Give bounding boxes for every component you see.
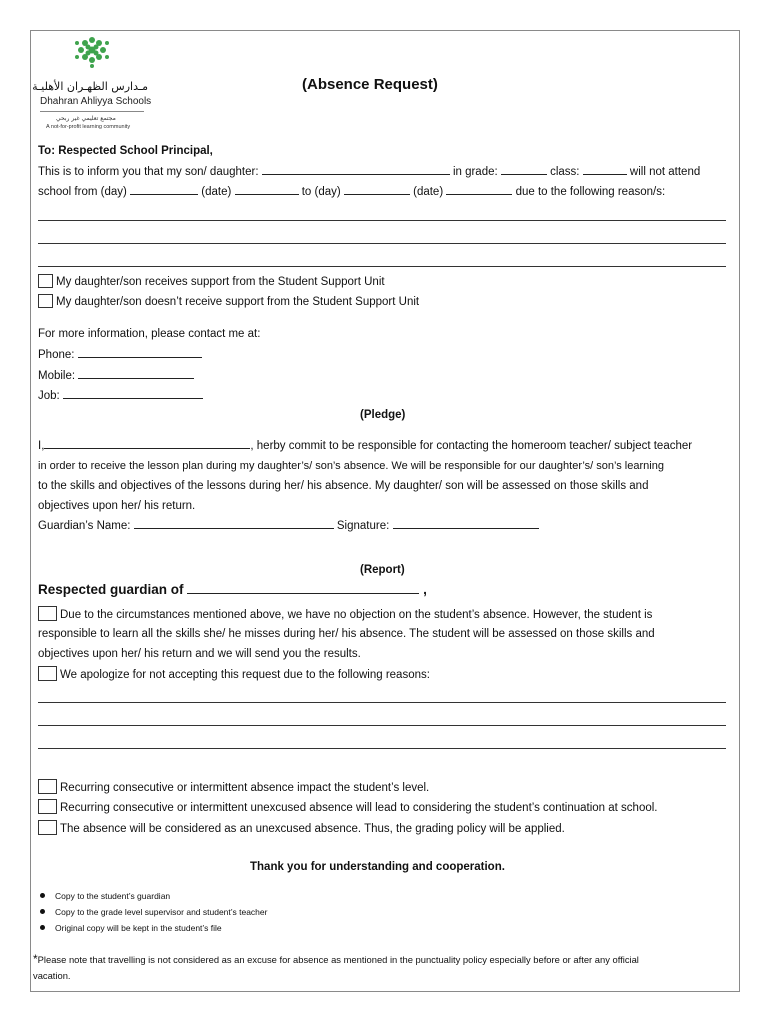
copy-item (40, 888, 267, 904)
class-label: class: (550, 166, 580, 178)
reject-label: We apologize for not accepting this request due to the following reasons: (60, 669, 430, 681)
copies-list (40, 888, 267, 936)
thank-you-text: Thank you for understanding and cooperation. (250, 861, 505, 873)
from-day-blank[interactable] (130, 184, 198, 195)
school-name: Dhahran Ahliyya Schools (40, 96, 152, 107)
bullet-icon (40, 909, 45, 914)
guardian-name-label: Guardian’s Name: (38, 520, 131, 532)
student-name-blank[interactable] (262, 164, 450, 175)
to-date-label: (date) (413, 186, 444, 198)
support-yes-option (38, 274, 385, 289)
support-no-checkbox[interactable] (38, 294, 53, 308)
copy-item-label: Copy to the student’s guardian (55, 891, 171, 901)
logo-divider (40, 111, 144, 112)
guardian-name-blank[interactable] (134, 518, 334, 529)
phone-label: Phone: (38, 349, 75, 361)
support-yes-label: My daughter/son receives support from the Student Support Unit (56, 276, 385, 288)
arabic-tagline: مجتمع تعليمي غير ربحي (56, 115, 116, 122)
reject-reason-line-1[interactable] (38, 702, 726, 703)
reject-option (38, 666, 430, 682)
will-not-attend-text: will not attend (629, 166, 701, 178)
support-no-option (38, 294, 419, 309)
respected-guardian-label: Respected guardian of (38, 582, 184, 597)
pledge-i-label: I, (38, 440, 45, 452)
bullet-icon (40, 893, 45, 898)
request-line-2 (38, 184, 665, 199)
footnote-line-1 (33, 952, 639, 966)
pledge-heading: (Pledge) (360, 409, 406, 421)
note-2-checkbox[interactable] (38, 799, 57, 814)
reason-line-2[interactable] (38, 243, 726, 244)
signature-blank[interactable] (393, 518, 539, 529)
reason-label: due to the following reason/s: (515, 186, 666, 198)
contact-intro: For more information, please contact me at: (38, 328, 261, 340)
pledge-line-2: in order to receive the lesson plan during my daughter’s/ son’s absence. We will be responsible for our daughter’s/ son’s learning (38, 460, 664, 472)
note-1-checkbox[interactable] (38, 779, 57, 794)
footnote-text: Please note that travelling is not considered as an excuse for absence as mentioned in the punctuality policy especially before or after any official (37, 954, 639, 965)
note-2-option (38, 799, 658, 815)
accept-line-2: responsible to learn all the skills she/ he misses during her/ his absence. The student will be assessed on those skills and (38, 628, 655, 640)
pledge-commit-text: , herby commit to be responsible for contacting the homeroom teacher/ subject teacher (250, 440, 693, 452)
salutation: To: Respected School Principal, (38, 145, 213, 157)
reject-reason-line-3[interactable] (38, 748, 726, 749)
to-day-label: to (day) (301, 186, 341, 198)
class-blank[interactable] (583, 164, 627, 175)
copy-item (40, 904, 267, 920)
footnote-line-2: vacation. (33, 970, 71, 981)
son-daughter-label: This is to inform you that my son/ daughter: (38, 166, 259, 178)
form-title: (Absence Request) (302, 76, 438, 93)
accept-line-3: objectives upon her/ his return and we will send you the results. (38, 648, 361, 660)
phone-row (38, 347, 202, 362)
from-date-blank[interactable] (235, 184, 299, 195)
to-date-blank[interactable] (446, 184, 512, 195)
mobile-label: Mobile: (38, 370, 76, 382)
to-day-blank[interactable] (344, 184, 410, 195)
support-no-label: My daughter/son doesn’t receive support from the Student Support Unit (56, 296, 420, 308)
note-1-label: Recurring consecutive or intermittent absence impact the student’s level. (60, 782, 430, 794)
mobile-row (38, 368, 194, 383)
pledge-line-3: to the skills and objectives of the lessons during her/ his absence. My daughter/ son will be assessed on those skills and (38, 480, 649, 492)
request-line-1 (38, 164, 700, 179)
reason-line-3[interactable] (38, 266, 726, 267)
note-3-checkbox[interactable] (38, 820, 57, 835)
job-blank[interactable] (63, 388, 203, 399)
job-row (38, 388, 203, 403)
grade-label: in grade: (452, 166, 498, 178)
support-yes-checkbox[interactable] (38, 274, 53, 288)
job-label: Job: (38, 390, 60, 402)
accept-line-1: Due to the circumstances mentioned above, we have no objection on the student’s absence. However, the student is (60, 609, 653, 621)
note-1-option (38, 779, 429, 795)
from-day-label: school from (day) (38, 186, 127, 198)
tagline: A not-for-profit learning community (46, 124, 131, 130)
pledge-name-blank[interactable] (44, 438, 250, 449)
reject-checkbox[interactable] (38, 666, 57, 681)
copy-item-label: Original copy will be kept in the student’s file (55, 923, 222, 933)
footnote-star: * (33, 952, 38, 966)
mobile-blank[interactable] (78, 368, 194, 379)
school-logo (32, 34, 152, 134)
signature-label: Signature: (336, 520, 390, 532)
bullet-icon (40, 925, 45, 930)
reject-reason-line-2[interactable] (38, 725, 726, 726)
grade-blank[interactable] (501, 164, 547, 175)
accept-option (38, 606, 652, 622)
phone-blank[interactable] (78, 347, 202, 358)
report-comma: , (423, 582, 427, 597)
guardian-signature-row (38, 518, 539, 533)
pledge-line-4: objectives upon her/ his return. (38, 500, 196, 512)
report-student-blank[interactable] (187, 583, 419, 594)
copy-item (40, 920, 267, 936)
note-2-label: Recurring consecutive or intermittent unexcused absence will lead to considering the student’s continuation at school. (60, 802, 658, 814)
respected-guardian-row (38, 582, 427, 597)
pledge-line-1 (38, 438, 692, 453)
from-date-label: (date) (201, 186, 232, 198)
reason-line-1[interactable] (38, 220, 726, 221)
copy-item-label: Copy to the grade level supervisor and student’s teacher (55, 907, 268, 917)
note-3-option (38, 820, 565, 836)
accept-checkbox[interactable] (38, 606, 57, 621)
green-flower-logo-icon (40, 34, 150, 74)
arabic-school-name: مـدارس الظهـران الأهليـة (32, 80, 148, 93)
note-3-label: The absence will be considered as an unexcused absence. Thus, the grading policy will be applied. (60, 823, 565, 835)
report-heading: (Report) (360, 564, 405, 576)
